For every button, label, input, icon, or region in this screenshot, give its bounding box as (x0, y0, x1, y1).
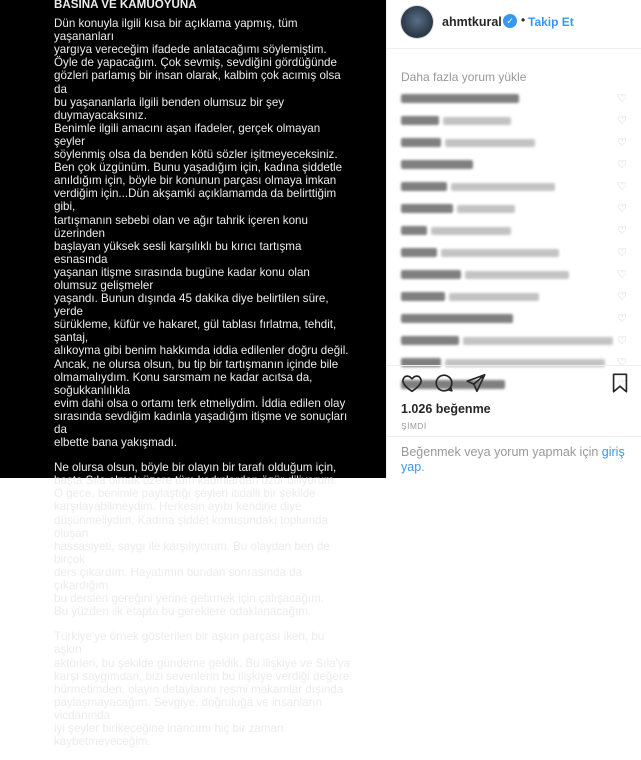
comment-like-icon[interactable]: ♡ (617, 313, 627, 325)
comment-like-icon[interactable]: ♡ (617, 93, 627, 105)
login-prompt-suffix: . (421, 460, 425, 474)
comment-row (401, 242, 629, 264)
share-icon[interactable] (465, 372, 487, 394)
comment-row (401, 198, 629, 220)
divider (387, 436, 641, 437)
comment-text-blurred (449, 293, 539, 301)
comment-icon[interactable] (433, 372, 455, 394)
comment-username-blurred[interactable] (401, 292, 445, 301)
comment-username-blurred[interactable] (401, 226, 427, 235)
post-statement (54, 0, 354, 760)
comment-text-blurred (445, 139, 535, 147)
comment-like-icon[interactable]: ♡ (617, 357, 627, 369)
comment-row (401, 220, 629, 242)
comment-username-blurred[interactable] (401, 314, 513, 323)
comment-username-blurred[interactable] (401, 336, 459, 345)
comment-like-icon[interactable]: ♡ (617, 203, 627, 215)
comment-like-icon[interactable]: ♡ (617, 181, 627, 193)
comment-like-icon[interactable]: ♡ (617, 379, 627, 391)
verified-badge-icon: ✓ (503, 14, 517, 28)
comment-username-blurred[interactable] (401, 116, 439, 125)
username-link[interactable]: ahmtkural (442, 15, 502, 29)
comment-row (401, 352, 629, 374)
comment-row (401, 330, 629, 352)
comment-like-icon[interactable]: ♡ (617, 291, 627, 303)
login-prompt-text: Beğenmek veya yorum yapmak için (401, 445, 602, 459)
action-bar (387, 372, 641, 398)
divider (387, 365, 641, 366)
comment-row (401, 154, 629, 176)
comment-like-icon[interactable]: ♡ (617, 269, 627, 281)
comment-like-icon[interactable]: ♡ (617, 247, 627, 259)
comment-text-blurred (463, 337, 613, 345)
comment-text-blurred (441, 249, 559, 257)
post-header (387, 0, 641, 49)
post-sidebar (386, 0, 641, 478)
comment-row (401, 132, 629, 154)
login-prompt (401, 445, 627, 475)
comment-row (401, 286, 629, 308)
load-more-comments-button[interactable]: Daha fazla yorum yükle (401, 70, 527, 84)
avatar[interactable] (401, 6, 433, 38)
statement-paragraph-1: Dün konuyla ilgili kısa bir açıklama yapmış, tüm yaşananları yargıya vereceğim ifadede anlatacağımı söylemiştim. Öyle de yapacağım. Çok sevmiş, sevdiğini gördüğünde gözleri parlamış bir insan olarak, kalbim çok acımış olsa da bu yaşananlarla ilgili benden olumsuz bir şey duymayacaksınız. Benimle ilgili amacını aşan ifadeler, gerçek olmayan şeyler söylenmiş olsa da benden kötü sözler işitmeyeceksiniz. Ben çok üzgünüm. Bunu yaşadığım için, kadına şiddetle anıldığım için, böyle bir konunun parçası olmaya imkan verdiğim için...Dün akşamki açıklamamda da belirttiğim gibi, tartışmanın sebebi olan ve ağır tahrik içeren konu üzerinden başlayan yüksek sesli karşılıklı bu kırıcı tartışma esnasında yaşanan itişme sırasında bugüne kadar konu olan olumsuz gelişmeler yaşandı. Bunun dışında 45 dakika diye belirtilen süre, yerde sürükleme, küfür ve hakaret, gül tablası fırlatma, tehdit, şantaj, alıkoyma gibi benim hakkımda iddia edilenler doğru değil. Ancak, ne olursa olsun, bu tip bir tartışmanın içinde bile olmamalıydım. Konu sarsmam ne kadar acıtsa da, soğukkanlılıkla evim dahi olsa o ortamı terk etmeliydim. İddia edilen olay sırasında sevdiğim kadınla yaşadığım itişme ve sonuçları da elbette bana yakışmadı. (54, 17, 349, 450)
comment-username-blurred[interactable] (401, 204, 453, 213)
comment-text-blurred (431, 227, 511, 235)
comment-text-blurred (443, 117, 511, 125)
like-count[interactable]: 1.026 beğenme (401, 402, 491, 416)
comment-row (401, 308, 629, 330)
comment-username-blurred[interactable] (401, 160, 473, 169)
post-title: BASINA VE KAMUOYUNA (54, 0, 197, 11)
comment-like-icon[interactable]: ♡ (617, 115, 627, 127)
follow-button[interactable]: Takip Et (528, 15, 574, 29)
post-timestamp: ŞİMDİ (401, 421, 427, 431)
comment-like-icon[interactable]: ♡ (617, 335, 627, 347)
comment-text-blurred (457, 205, 515, 213)
statement-paragraph-2: Ne olursa olsun, böyle bir olayın bir tarafı olduğum için, başta Sıla olmak üzere tüm kadınlardan özür diliyorum. O gece, benimle paylaştığı şeyleri itidalli bir şekilde karşılayabilmeydim. Herkesin ayıbı kendine diye düşünmeliydim. Kadına şiddet konusundaki toplumda oluşan hassasiyeti, saygı ile karşılıyorum. Bu olaydan ben de birçok ders çıkardım. Hayatımın bundan sonrasında da çıkardığım bu dersleri gereğini yerine getirmek için çalışacağım. Bu yüzden ilk etapta bu gereklere odaklanacağım. (54, 461, 337, 619)
separator-dot: • (521, 13, 526, 27)
comment-username-blurred[interactable] (401, 270, 461, 279)
login-link[interactable]: giriş yap (401, 445, 625, 474)
comment-row (401, 176, 629, 198)
comment-row (401, 110, 629, 132)
comment-username-blurred[interactable] (401, 94, 519, 103)
comment-username-blurred[interactable] (401, 248, 437, 257)
comment-text-blurred (465, 271, 569, 279)
comment-row (401, 88, 629, 110)
comment-text-blurred (451, 183, 555, 191)
comment-like-icon[interactable]: ♡ (617, 225, 627, 237)
heart-icon[interactable] (401, 372, 423, 394)
comment-row (401, 264, 629, 286)
comment-username-blurred[interactable] (401, 138, 441, 147)
comment-username-blurred[interactable] (401, 182, 447, 191)
comment-like-icon[interactable]: ♡ (617, 159, 627, 171)
comment-list (401, 88, 629, 396)
statement-paragraph-3: Türkiye'ye örnek gösterilen bir aşkın parçası iken, bu aşkın aktörleri, bu şekilde gündeme geldik. Bu ilişkiye ve Sıla'ya karşı saygımdan, bizi sevenlerin bu ilişkiye verdiği değere hürmetimden, olayın detaylarını resmi makamlar dışında paylaşmayacağım. Sevgiye, doğruluğa ve insanların vicdanında iyi şeyler birikeceğine inancımı hiç bir zaman kaybetmeyeceğim. (54, 630, 351, 749)
bookmark-icon[interactable] (609, 372, 631, 394)
comment-like-icon[interactable]: ♡ (617, 137, 627, 149)
